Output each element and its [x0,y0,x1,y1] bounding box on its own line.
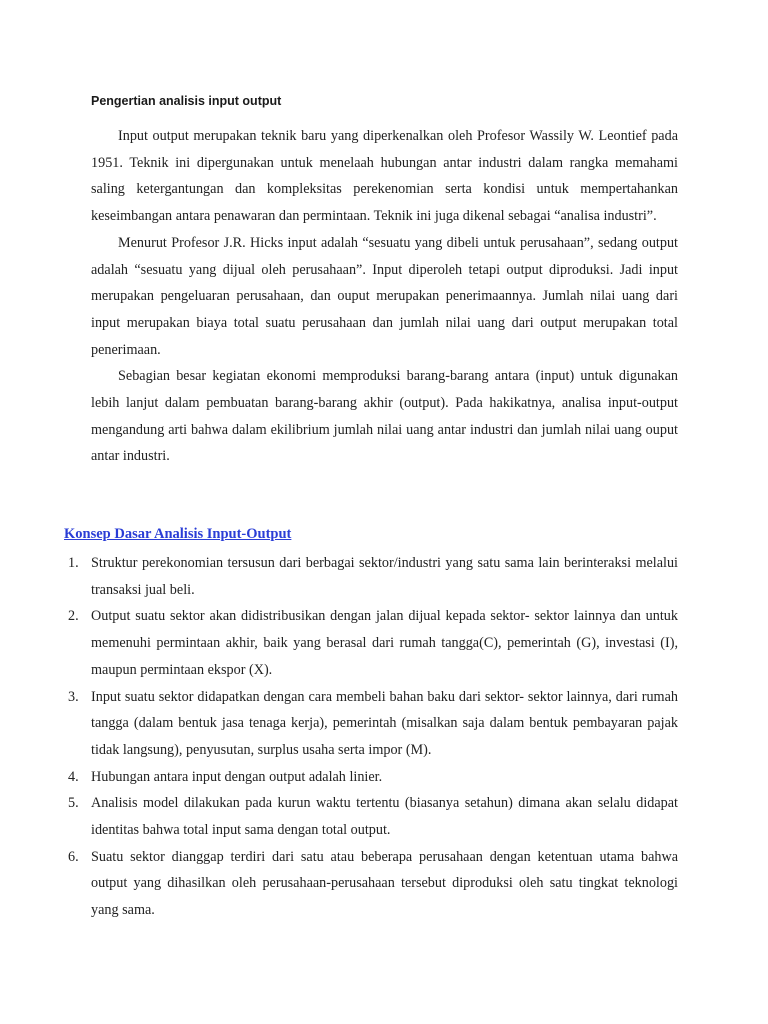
list-item [64,844,678,924]
concept-list [64,550,678,924]
list-item [64,550,678,603]
list-item-number: 6. [68,848,79,865]
list-item [64,603,678,683]
concept-heading-link[interactable]: Konsep Dasar Analisis Input-Output [64,526,292,542]
section-title: Pengertian analisis input output [91,94,282,108]
list-item-number: 4. [68,768,79,785]
list-item [64,684,678,764]
intro-paragraphs [91,123,678,470]
list-item [64,764,678,791]
list-item-text: Hubungan antara input dengan output adalah linier. [91,768,383,785]
list-item [64,790,678,843]
list-item-text: Analisis model dilakukan pada kurun waktu tertentu (biasanya setahun) dimana akan selalu didapat identitas bahwa total input sama dengan total output. [91,795,678,839]
paragraph: Menurut Profesor J.R. Hicks input adalah “sesuatu yang dibeli untuk perusahaan”, sedang output adalah “sesuatu yang dijual oleh perusahaan”. Input diperoleh tetapi output diproduksi. Jadi input merupakan pengeluaran perusahaan, dan ouput merupakan penerimaannya. Jumlah nilai uang dari input merupakan biaya total suatu perusahaan dan jumlah nilai uang dari output merupakan total penerimaan. [91,234,678,358]
list-item-number: 3. [68,688,79,705]
list-item-number: 2. [68,608,79,625]
list-item-text: Struktur perekonomian tersusun dari berbagai sektor/industri yang satu sama lain berinteraksi melalui transaksi jual beli. [91,555,678,598]
paragraph: Sebagian besar kegiatan ekonomi memproduksi barang-barang antara (input) untuk digunakan lebih lanjut dalam pembuatan barang-barang akhir (output). Pada hakikatnya, analisa input-output mengandung arti bahwa dalam ekilibrium jumlah nilai uang antar industri dan jumlah nilai uang ouput antar industri. [91,368,678,465]
paragraph: Input output merupakan teknik baru yang diperkenalkan oleh Profesor Wassily W. Leontief pada 1951. Teknik ini dipergunakan untuk menelaah hubungan antar industri dalam rangka memahami saling ketergantungan dan kompleksitas perekenomian serta kondisi untuk mempertahankan keseimbangan antara penawaran dan permintaan. Teknik ini juga dikenal sebagai “analisa industri”. [91,128,678,225]
list-item-text: Output suatu sektor akan didistribusikan dengan jalan dijual kepada sektor- sektor lainnya dan untuk memenuhi permintaan akhir, baik yang berasal dari rumah tangga(C), pemerintah (G), investasi (I), maupun permintaan ekspor (X). [91,608,678,678]
list-item-number: 5. [68,795,79,812]
list-item-text: Input suatu sektor didapatkan dengan cara membeli bahan baku dari sektor- sektor lainnya, dari rumah tangga (dalam bentuk jasa tenaga kerja), pemerintah (misalkan saja dalam bentuk pembayaran pajak tidak langsung), penyusutan, surplus usaha serta impor (M). [91,688,678,758]
list-item-text: Suatu sektor dianggap terdiri dari satu atau beberapa perusahaan dengan ketentuan utama bahwa output yang dihasilkan oleh perusahaan-perusahaan tersebut diproduksi oleh satu tingkat teknologi yang sama. [91,848,678,919]
list-item-number: 1. [68,555,79,571]
